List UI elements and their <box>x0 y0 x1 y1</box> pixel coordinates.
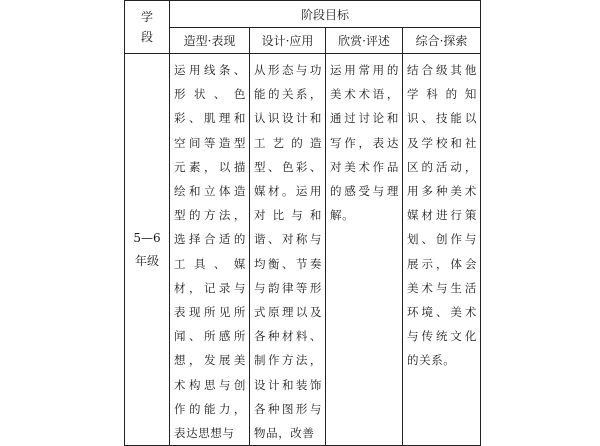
grade-column-header <box>125 1 170 54</box>
column-header-appreciation: 欣赏·评述 <box>326 28 403 54</box>
cell-appreciation <box>326 54 403 446</box>
header-row-categories <box>125 28 481 54</box>
column-header-synthesis: 综合·探索 <box>403 28 481 54</box>
cell-modeling <box>170 54 250 446</box>
stage-goals-header: 阶段目标 <box>170 1 481 28</box>
grade-label: 5—6年级 <box>133 230 161 268</box>
cell-design <box>250 54 326 446</box>
grade-header-top: 学 <box>140 10 153 24</box>
grade-row <box>125 54 481 446</box>
cell-modeling-text: 运用线条、形状、色彩、肌理和空间等造型元素，以描绘和立体造型的方法，选择合适的工具、媒材，记录与表现所见所闻、所感所想，发展美术构思与创作的能力，表达思想与 <box>174 63 246 441</box>
column-header-modeling: 造型·表现 <box>170 28 250 54</box>
curriculum-goals-table <box>124 0 481 446</box>
cell-synthesis-text: 结合级其他学科的知识、技能以及学校和社区的活动，用多种美术媒材进行策划、创作与展示，体会美术与生活环境、美术与传统文化的关系。 <box>407 63 478 368</box>
cell-design-text: 从形态与功能的关系，认识设计和工艺的造型、色彩、媒材。运用对比与和谐、对称与均衡、节奏与韵律等形式原理以及各种材料、制作方法，设计和装饰各种图形与物品，改善 <box>254 63 322 441</box>
cell-synthesis <box>403 54 481 446</box>
cell-appreciation-text: 运用常用的美术术语，通过讨论和写作，表达对美术作品的感受与理解。 <box>330 63 399 223</box>
curriculum-table-wrapper <box>124 0 480 441</box>
column-header-design: 设计·应用 <box>250 28 326 54</box>
grade-cell <box>125 54 170 446</box>
grade-header-bottom: 段 <box>140 30 153 44</box>
header-row-goals <box>125 1 481 28</box>
